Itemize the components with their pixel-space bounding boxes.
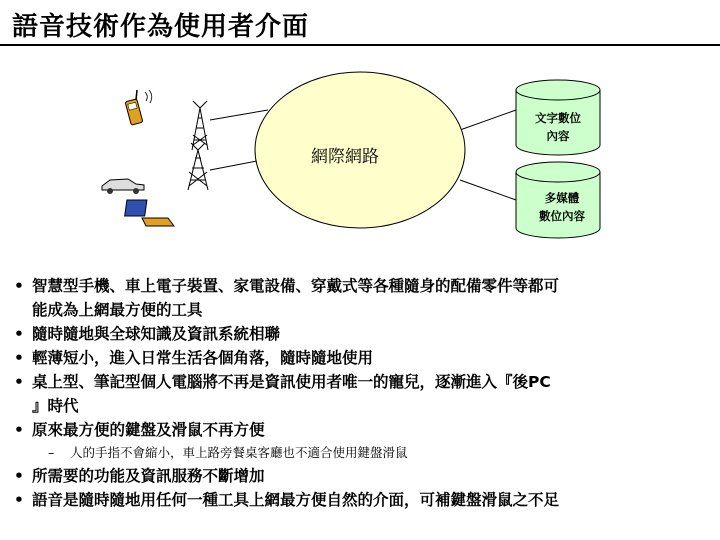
antenna-tower-icon — [192, 101, 208, 150]
line-tower2-net — [210, 160, 262, 170]
db-top-line1: 文字數位 — [535, 111, 581, 125]
bullet-text: 隨時隨地與全球知識及資訊系統相聯 — [32, 325, 281, 343]
bullet-text: 語音是隨時隨地用任何一種工具上網最方便自然的介面，可補鍵盤滑鼠之不足 — [32, 491, 560, 509]
car-icon — [102, 179, 144, 194]
bullet-item — [14, 346, 714, 370]
bullet-text: 原來最方便的鍵盤及滑鼠不再方便 — [32, 421, 265, 439]
mobile-phone-icon — [125, 90, 152, 125]
network-diagram — [0, 50, 720, 270]
bullet-text: 輕薄短小，進入日常生活各個角落，隨時隨地使用 — [32, 349, 374, 367]
internet-label: 網際網路 — [311, 147, 379, 166]
db-bottom-line2: 數位內容 — [539, 209, 585, 223]
bullet-item — [14, 464, 714, 488]
bullet-item — [14, 418, 714, 442]
sub-bullet-item — [14, 442, 714, 464]
bullet-text: 智慧型手機、車上電子裝置、家電設備、穿戴式等各種隨身的配備零件等都可 — [32, 277, 560, 295]
multimedia-content-database — [516, 162, 600, 238]
bullet-text: 所需要的功能及資訊服務不斷增加 — [32, 467, 265, 485]
bullet-continuation — [14, 298, 714, 322]
bullet-text: 』時代 — [32, 397, 79, 415]
bullet-item — [14, 274, 714, 298]
antenna-tower-icon — [188, 143, 208, 190]
title-underline — [0, 44, 720, 46]
bullet-text: 能成為上網最方便的工具 — [32, 301, 203, 319]
bullet-list — [14, 274, 714, 512]
bullet-item — [14, 488, 714, 512]
db-bottom-line1: 多媒體 — [544, 191, 580, 205]
bullet-continuation — [14, 394, 714, 418]
sub-bullet-text: 人的手指不會縮小，車上路旁餐桌客廳也不適合使用鍵盤滑鼠 — [70, 445, 408, 460]
line-net-db2 — [460, 180, 516, 200]
db-top-line2: 內容 — [546, 129, 570, 143]
bullet-text: 桌上型、筆記型個人電腦將不再是資訊使用者唯一的寵兒，逐漸進入『後PC — [32, 373, 551, 391]
laptop-icon — [125, 200, 174, 226]
bullet-item — [14, 322, 714, 346]
line-net-db1 — [460, 110, 516, 130]
slide-title: 語音技術作為使用者介面 — [12, 12, 310, 42]
line-tower1-net — [210, 110, 268, 120]
text-content-database — [516, 80, 600, 155]
bullet-item — [14, 370, 714, 394]
